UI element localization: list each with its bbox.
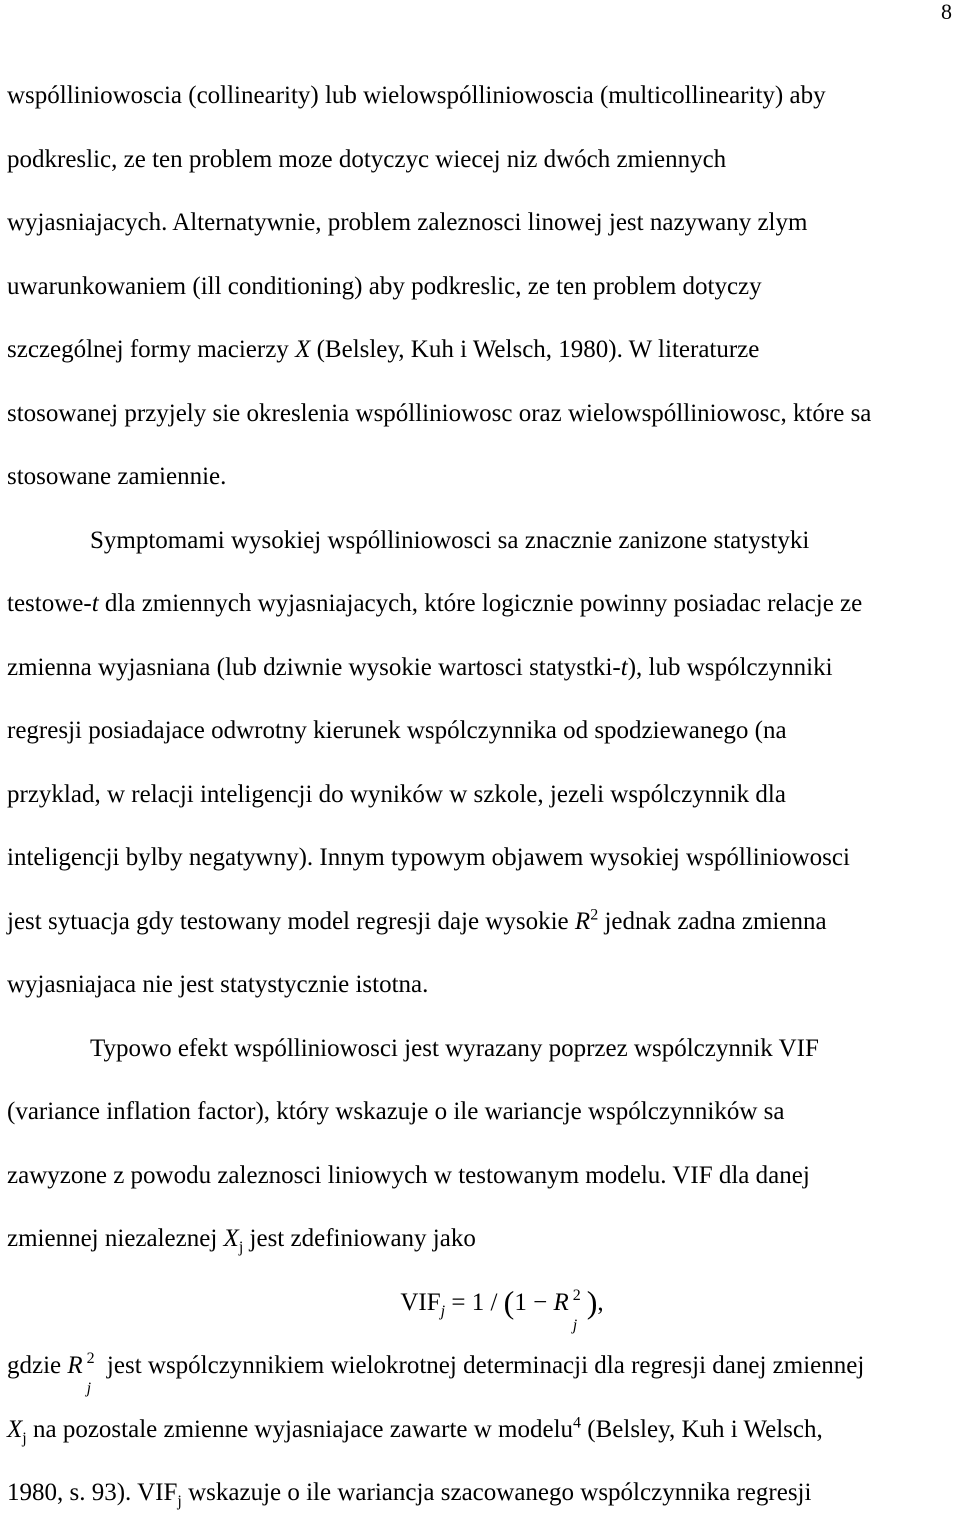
line: jest wspólczynnikiem wielokrotnej determinacji dla regresji danej zmiennej [100, 1352, 865, 1379]
line: ), lub wspólczynniki [627, 653, 833, 681]
line: wskazuje o ile wariancja szacowanego wspólczynnika regresji [181, 1479, 812, 1506]
line: podkreslic, ze ten problem moze dotyczyc wiecej niz dwóch zmiennych [7, 145, 727, 173]
line: jednak zadna zmienna [598, 907, 827, 935]
line: szczególnej formy macierzy [7, 336, 296, 363]
formula-sub-j: j [440, 1302, 446, 1320]
formula-vif: VIF [400, 1288, 441, 1316]
line: zmiennej niezaleznej [7, 1225, 224, 1252]
line: zawyzone z powodu zaleznosci liniowych w testowanym modelu. VIF dla danej [7, 1161, 810, 1189]
line: wspólliniowoscia (collinearity) lub wielowspólliniowoscia (multicollinearity) aby [7, 82, 826, 109]
formula-equals: = 1 / [445, 1288, 504, 1316]
line: wyjasniajacych. Alternatywnie, problem zaleznosci linowej jest nazywany zlym [7, 209, 808, 236]
superscript: 2 [590, 906, 599, 924]
formula-open-paren: ( [503, 1283, 515, 1320]
formula-r: R [553, 1288, 569, 1316]
line: zmienna wyjasniana (lub dziwnie wysokie wartosci statystki- [7, 653, 621, 681]
x-symbol: X [7, 1415, 23, 1443]
line: stosowane zamiennie. [7, 463, 227, 490]
line: (Belsley, Kuh i Welsch, 1980). W literaturze [310, 336, 760, 363]
paragraph-2 [7, 509, 957, 1017]
line: testowe- [7, 590, 92, 617]
subscript: j [22, 1429, 27, 1447]
formula-comma: , [597, 1288, 604, 1316]
paragraph-3 [7, 1017, 957, 1271]
line: Typowo efekt wspólliniowosci jest wyrazany poprzez wspólczynnik VIF [90, 1034, 819, 1062]
r-symbol: R [67, 1352, 83, 1379]
line: (variance inflation factor), który wskazuje o ile wariancje wspólczynników sa [7, 1098, 785, 1125]
line: uwarunkowaniem (ill conditioning) aby podkreslic, ze ten problem dotyczy [7, 272, 762, 300]
paragraph-4: gdzie R 2 j jest wspólczynnikiem wielokrotnej determinacji dla regresji danej zmiennej $X_j$ na pozostale zmienne wyjasniajace zawarte w modelu$^4$ (Belsley, Kuh i Welsch, 1980, s. 93). $VIF_j$ wskazuje o ile wariancja szacowanego wspólczynnika regresji [7, 1350, 865, 1510]
line: inteligencji bylby negatywny). Innym typowym objawem wysokiej wspólliniowosci [7, 844, 850, 871]
line: regresji posiadajace odwrotny kierunek wspólczynnika od spodziewanego (na [7, 717, 787, 744]
page-number: 8 [941, 0, 952, 24]
document-body [7, 64, 957, 1525]
line: (Belsley, Kuh i Welsch, [581, 1415, 823, 1443]
line: 1980, s. 93). VIF [7, 1479, 178, 1506]
formula-close-paren: ) [586, 1283, 598, 1320]
vif-formula: $VIF_j = 1 / (1 - R$ 2 j ), [400, 1283, 604, 1334]
formula-one-minus: 1 − [514, 1288, 554, 1316]
subscript: j [177, 1493, 182, 1510]
matrix-symbol: X [295, 336, 311, 363]
line: gdzie [7, 1352, 68, 1379]
line: jest zdefiniowany jako [243, 1225, 476, 1252]
line: stosowanej przyjely sie okreslenia wspólliniowosc oraz wielowspólliniowosc, które sa [7, 399, 872, 427]
r-symbol: R [574, 907, 591, 935]
x-symbol: X [223, 1225, 239, 1252]
footnote-ref: 4 [573, 1414, 582, 1432]
t-symbol: t [620, 653, 628, 681]
line: dla zmiennych wyjasniajacych, które logicznie powinny posiadac relacje ze [98, 590, 863, 617]
line: na pozostale zmienne wyjasniajace zawarte w modelu [26, 1415, 574, 1443]
subscript: j [238, 1239, 244, 1256]
t-symbol: t [91, 590, 99, 617]
paragraph-1 [7, 64, 957, 509]
line: Symptomami wysokiej wspólliniowosci sa znacznie zanizone statystyki [90, 526, 810, 554]
line: wyjasniajaca nie jest statystycznie istotna. [7, 971, 429, 998]
line: przyklad, w relacji inteligencji do wyników w szkole, jezeli wspólczynnik dla [7, 780, 786, 808]
line: jest sytuacja gdy testowany model regresji daje wysokie [7, 907, 575, 935]
